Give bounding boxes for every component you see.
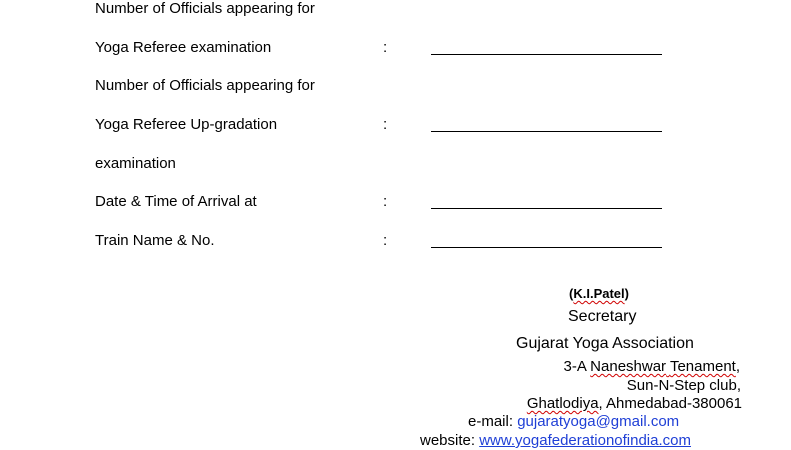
fill-line-upgradation-count[interactable]: [431, 131, 662, 132]
colon-separator: :: [383, 116, 388, 133]
label-train-name-no: Train Name & No.: [95, 232, 215, 249]
website-label: website:: [420, 432, 480, 449]
label-officials-referee-line1: Number of Officials appearing for: [95, 0, 315, 17]
colon-separator: :: [383, 39, 388, 56]
organization-name: Gujarat Yoga Association: [516, 335, 694, 352]
address-city-pin: , Ahmedabad-380061: [598, 395, 742, 412]
fill-line-referee-count[interactable]: [431, 54, 662, 55]
email-label: e-mail:: [468, 413, 518, 430]
label-officials-referee-line2: Yoga Referee examination: [95, 39, 272, 56]
website-link[interactable]: www.yogafederationofindia.com: [479, 432, 691, 449]
colon-separator: :: [383, 232, 388, 249]
label-officials-upgradation-line1: Number of Officials appearing for: [95, 77, 315, 94]
signatory-title: Secretary: [568, 308, 637, 325]
label-officials-upgradation-line2: Yoga Referee Up-gradation: [95, 116, 278, 133]
signatory-name: [569, 285, 629, 303]
address-word-naneshwar: Naneshwar: [590, 358, 667, 375]
name-text: K.I.Patel: [573, 286, 625, 301]
website-line: [420, 432, 691, 450]
colon-separator: :: [383, 193, 388, 210]
address-line-2: Sun-N-Step club,: [626, 377, 741, 394]
address-word-ghatlodiya: Ghatlodiya: [526, 395, 599, 412]
label-arrival-datetime: Date & Time of Arrival at: [95, 193, 257, 210]
address-word-tenament: Tenament: [669, 358, 736, 375]
email-link[interactable]: gujaratyoga@gmail.com: [517, 413, 680, 430]
address-comma: ,: [735, 358, 740, 375]
address-prefix: 3-A: [563, 358, 591, 375]
fill-line-arrival[interactable]: [431, 208, 662, 209]
email-line: [468, 413, 679, 431]
name-close-paren: ): [624, 286, 629, 301]
name-open-paren: (: [569, 286, 574, 301]
address-line-1: [563, 358, 740, 376]
fill-line-train[interactable]: [431, 247, 662, 248]
address-line-3: [527, 395, 742, 413]
label-officials-upgradation-line3: examination: [95, 155, 176, 172]
